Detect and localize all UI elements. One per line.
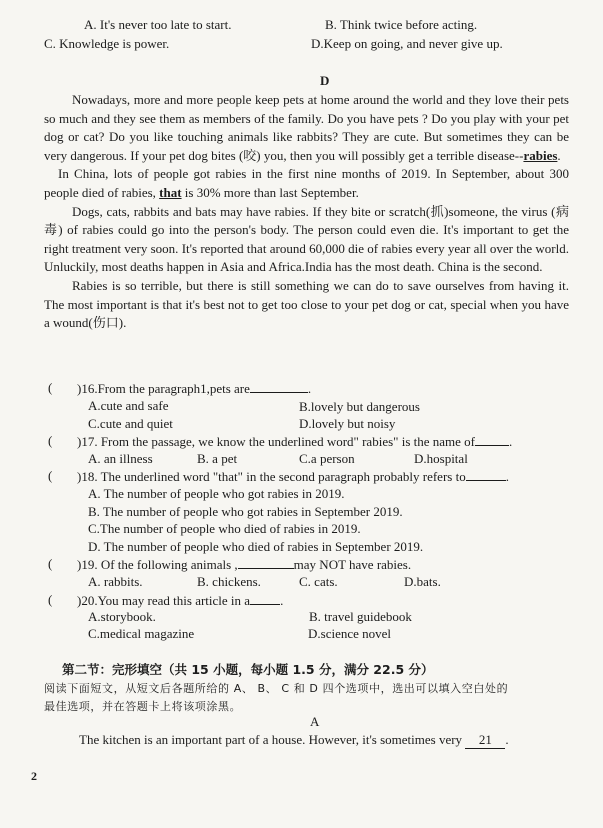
question-19-stem: [77, 556, 411, 573]
q18-option-c: C.The number of people who died of rabies in 2019.: [88, 521, 361, 536]
q17-option-d: D.hospital: [414, 451, 468, 466]
prev-option-c: C. Knowledge is power.: [44, 36, 170, 51]
question-20-stem: [77, 592, 283, 609]
q18-option-b: B. The number of people who got rabies in September 2019.: [88, 504, 403, 519]
q20-stem-end: .: [280, 593, 284, 608]
question-16-stem: [77, 380, 311, 397]
q20-option-a: A.storybook.: [88, 609, 156, 624]
answer-paren: (: [48, 433, 53, 448]
q19-option-a: A. rabbits.: [88, 574, 143, 589]
q20-option-c: C.medical magazine: [88, 626, 195, 641]
paragraph-3: Dogs, cats, rabbits and bats may have rabies. If they bite or scratch(抓)someone, the virus (病毒) of rabies could go into the person's body. The person could even die. It's important to get the right treatment very soon. It's reported that around 60,000 die of rabies every year all over the world. Unluckily, most deaths happen in Asia and Africa.India has the most death. China is the second.: [44, 203, 569, 275]
question-18-stem: [77, 468, 509, 485]
cloze-line-1-text: The kitchen is an important part of a house. However, it's sometimes very: [79, 732, 463, 747]
passage-heading: D: [320, 73, 330, 88]
answer-paren: (: [48, 468, 53, 483]
paragraph-2-text-a: In China, lots of people got rabies in the first nine months of 2019. In September, about 300 people died of rabies,: [44, 166, 569, 200]
q19-option-c: C. cats.: [299, 574, 338, 589]
q20-blank: [250, 592, 280, 605]
q17-option-a: A. an illness: [88, 451, 153, 466]
q20-option-b: B. travel guidebook: [309, 609, 412, 624]
passage-body: [44, 91, 569, 333]
answer-paren: (: [48, 556, 53, 571]
q16-option-b: B.lovely but dangerous: [299, 399, 420, 414]
answer-paren: (: [48, 380, 53, 395]
q20-option-d: D.science novel: [308, 626, 392, 641]
q19-option-b: B. chickens.: [197, 574, 261, 589]
question-17-stem: [77, 433, 512, 450]
q17-option-c: C.a person: [299, 451, 355, 466]
prev-option-b: B. Think twice before acting.: [325, 17, 478, 32]
q18-stem-end: .: [505, 469, 509, 484]
paragraph-1: [44, 91, 569, 165]
section-2-title: 第二节：完形填空（共 15 小题，每小题 1.5 分，满分 22.5 分）: [62, 662, 434, 677]
q16-stem-text: )16.From the paragraph1,pets are: [77, 381, 250, 396]
q17-stem-text: )17. From the passage, we know the underlined word" rabies" is the name of: [77, 434, 475, 449]
q18-stem-text: )18. The underlined word "that" in the second paragraph probably refers to: [77, 469, 466, 484]
q20-stem-text: )20.You may read this article in a: [77, 593, 251, 608]
q19-option-d: D.bats.: [404, 574, 441, 589]
paragraph-2-text-b: is 30% more than last September.: [181, 184, 359, 200]
q18-option-a: A. The number of people who got rabies in 2019.: [88, 486, 345, 501]
q16-stem-end: .: [307, 381, 312, 396]
section-2-instruction-line-2: 最佳选项，并在答题卡上将该项涂黑。: [44, 700, 242, 713]
q18-option-d: D. The number of people who died of rabies in September 2019.: [88, 539, 424, 554]
q17-blank: [475, 433, 509, 446]
q19-stem-text: )19. Of the following animals ,: [77, 557, 238, 572]
paragraph-1-text: Nowadays, more and more people keep pets at home around the world and they love their pets so much and they see them as members of the family. Do you have pets ? Do you play with your pet dog or cat? Do you like touching animals like rabbits? They are cute. But sometimes they can be very dangerous. If your pet dog bites (咬) you, then you will possibly get a terrible disease--: [44, 92, 569, 163]
q17-option-b: B. a pet: [197, 451, 238, 466]
underlined-that: that: [159, 184, 182, 200]
section-2-instruction-line-1: 阅读下面短文，从短文后各题所给的 A、 B、 C 和 D 四个选项中，选出可以填入空白处的: [44, 682, 509, 695]
cloze-heading: A: [310, 714, 320, 729]
q18-blank: [466, 468, 506, 481]
underlined-rabies: rabies: [523, 147, 558, 163]
paragraph-4: Rabies is so terrible, but there is still something we can do to save ourselves from having it. The most important is that it's best not to get too close to your pet dog or cat, special when you have a wound(伤口).: [44, 277, 569, 331]
q16-option-c: C.cute and quiet: [88, 416, 173, 431]
q19-stem-end: may NOT have rabies.: [293, 557, 412, 572]
paragraph-2: [44, 165, 569, 202]
cloze-line-1-end: .: [505, 732, 509, 747]
prev-option-a: A. It's never too late to start.: [84, 17, 232, 32]
q17-stem-end: .: [509, 434, 513, 449]
q16-option-d: D.lovely but noisy: [299, 416, 396, 431]
cloze-blank-21: 21: [465, 732, 505, 749]
answer-paren: (: [48, 592, 53, 607]
page-number: 2: [31, 769, 37, 783]
paragraph-1-end: .: [557, 147, 561, 163]
prev-option-d: D.Keep on going, and never give up.: [311, 36, 503, 51]
cloze-line-1: [79, 732, 509, 749]
q16-option-a: A.cute and safe: [88, 398, 169, 413]
q16-blank: [250, 380, 308, 393]
q19-blank: [238, 556, 294, 569]
